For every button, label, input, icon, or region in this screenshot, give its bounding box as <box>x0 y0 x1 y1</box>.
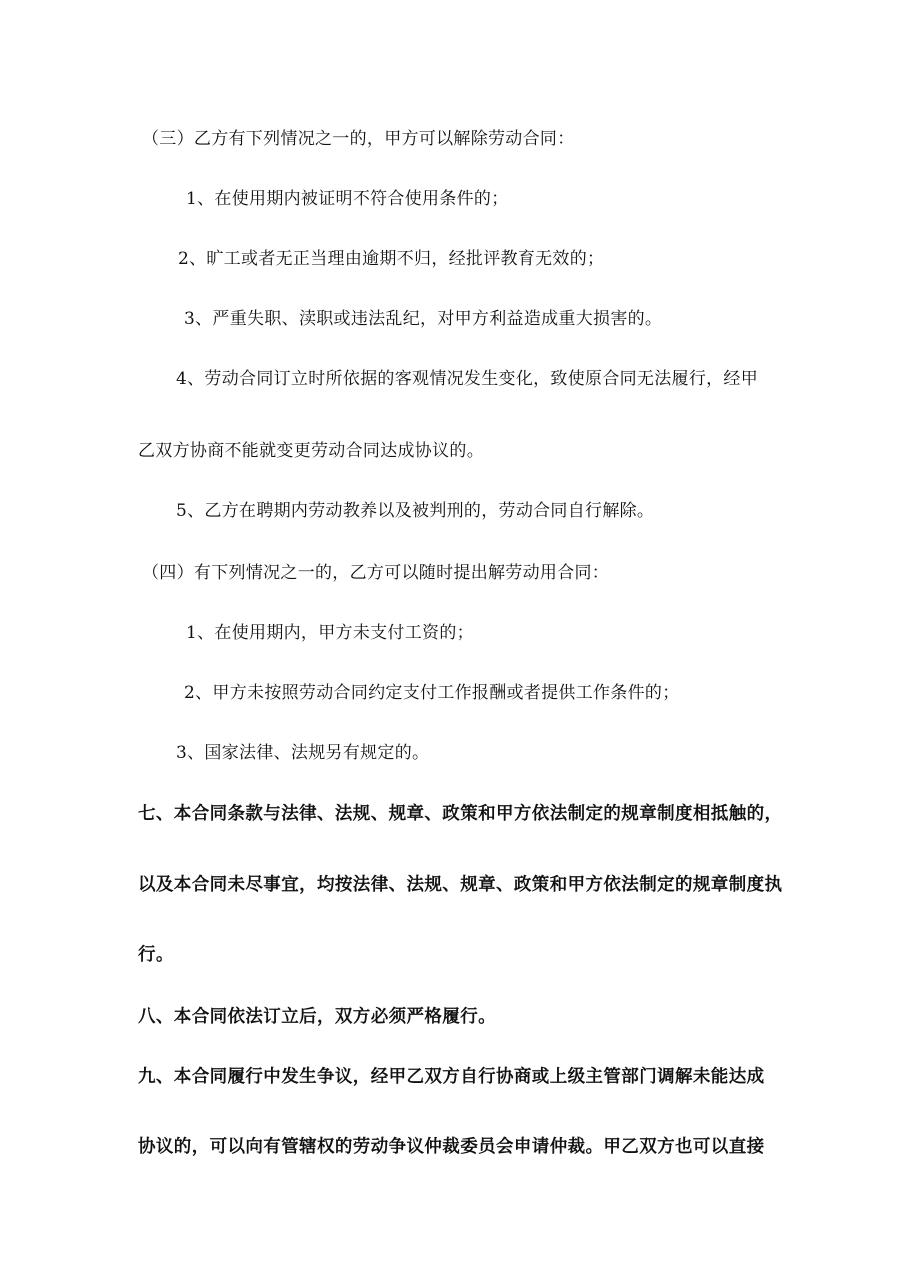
section-4-item-3: 3、国家法律、法规另有规定的。 <box>176 743 430 763</box>
clause-7-line-1: 七、本合同条款与法律、法规、规章、政策和甲方依法制定的规章制度相抵触的， <box>138 804 783 824</box>
section-3-item-5: 5、乙方在聘期内劳动教养以及被判刑的，劳动合同自行解除。 <box>176 501 655 521</box>
section-3-item-3: 3、严重失职、渎职或违法乱纪，对甲方利益造成重大损害的。 <box>184 309 663 329</box>
section-4-heading: （四）有下列情况之一的，乙方可以随时提出解劳动用合同： <box>142 563 610 583</box>
clause-7-line-2: 以及本合同未尽事宜，均按法律、法规、规章、政策和甲方依法制定的规章制度执 <box>138 875 783 895</box>
clause-9-line-2: 协议的，可以向有管辖权的劳动争议仲裁委员会申请仲裁。甲乙双方也可以直接 <box>138 1137 765 1157</box>
clause-7-line-3: 行。 <box>138 945 174 965</box>
section-4-item-1: 1、在使用期内，甲方未支付工资的； <box>186 623 474 643</box>
clause-8: 八、本合同依法订立后，双方必须严格履行。 <box>138 1007 496 1027</box>
section-3-item-4-continued: 乙双方协商不能就变更劳动合同达成协议的。 <box>138 441 484 461</box>
section-3-item-4: 4、劳动合同订立时所依据的客观情况发生变化，致使原合同无法履行，经甲 <box>176 369 759 389</box>
clause-9-line-1: 九、本合同履行中发生争议，经甲乙双方自行协商或上级主管部门调解未能达成 <box>138 1067 765 1087</box>
section-3-item-1: 1、在使用期内被证明不符合使用条件的； <box>186 189 509 209</box>
section-4-item-2: 2、甲方未按照劳动合同约定支付工作报酬或者提供工作条件的； <box>184 683 680 703</box>
section-3-heading: （三）乙方有下列情况之一的，甲方可以解除劳动合同： <box>142 129 575 149</box>
section-3-item-2: 2、旷工或者无正当理由逾期不归，经批评教育无效的； <box>178 249 605 269</box>
